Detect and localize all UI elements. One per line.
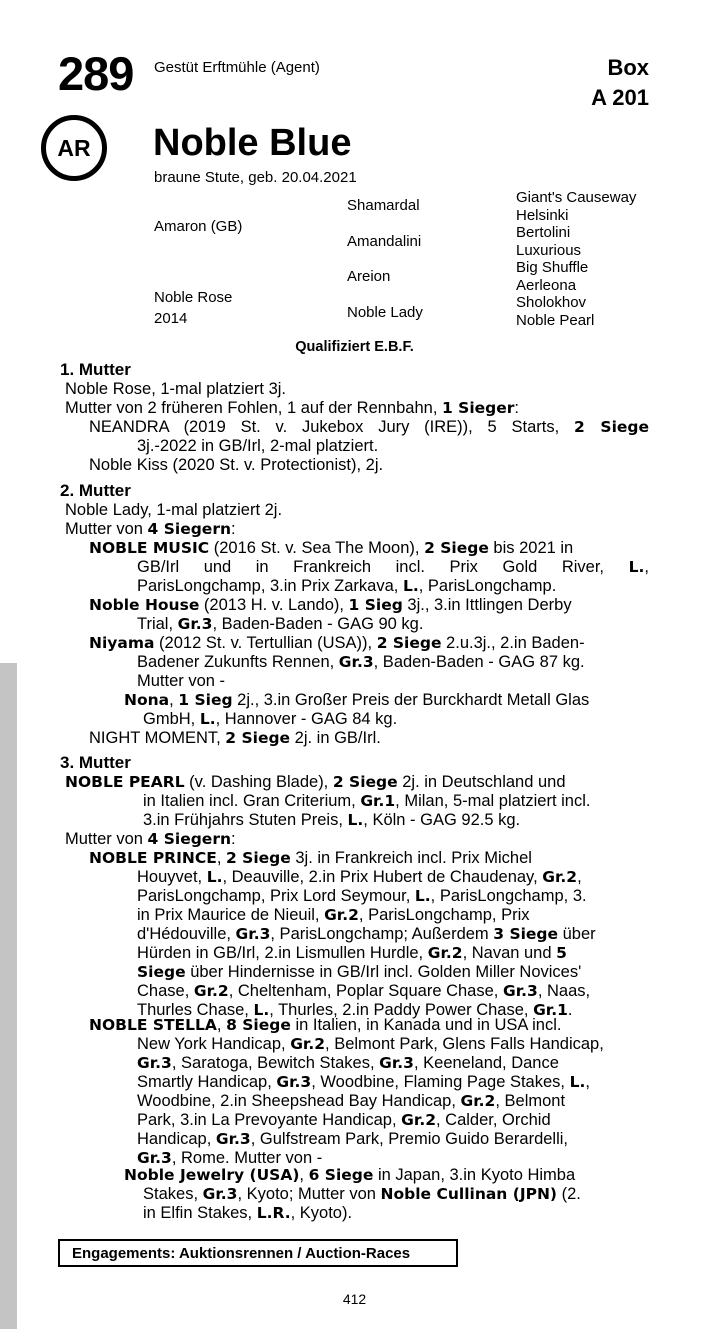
produce-entry: NOBLE STELLA, 8 Siege in Italien, in Kanada und in USA incl. [89,1016,562,1034]
produce-entry: Noble House (2013 H. v. Lando), 1 Sieg 3j., 3.in Ittlingen Derby [89,596,572,614]
pedigree-dam-sire: Areion [347,268,391,285]
dam-record-cont: in Italien incl. Gran Criterium, Gr.1, Milan, 5-mal platziert incl. [143,792,591,810]
produce-entry-cont: Gr.3, Rome. Mutter von - [137,1149,323,1167]
pedigree-g3: Helsinki [516,206,569,224]
pedigree-dam: Noble Rose [154,289,233,306]
produce-entry-cont: Park, 3.in La Prevoyante Handicap, Gr.2, Calder, Orchid [137,1111,551,1129]
qualification: Qualifiziert E.B.F. [295,339,414,355]
produce-entry: NOBLE PRINCE, 2 Siege 3j. in Frankreich incl. Prix Michel [89,849,532,867]
box-number: A 201 [591,85,649,110]
produce-entry-cont: Trial, Gr.3, Baden-Baden - GAG 90 kg. [137,615,424,633]
produce-entry-cont: Badener Zukunfts Rennen, Gr.3, Baden-Baden - GAG 87 kg. [137,653,585,671]
produce-entry-cont: Thurles Chase, L., Thurles, 2.in Paddy Power Chase, Gr.1. [137,1001,573,1019]
pedigree-g3: Big Shuffle [516,259,589,276]
produce-entry-cont: Mutter von - [137,672,226,690]
pedigree-g3: Sholokhov [516,294,587,311]
produce-entry-cont: New York Handicap, Gr.2, Belmont Park, Glens Falls Handicap, [137,1035,604,1053]
pedigree-dam-dam: Noble Lady [347,304,423,321]
produce-entry-cont: Handicap, Gr.3, Gulfstream Park, Premio Guido Berardelli, [137,1130,569,1148]
dam-record: NOBLE PEARL (v. Dashing Blade), 2 Siege 2j. in Deutschland und [65,773,566,791]
produce-entry: NOBLE MUSIC (2016 St. v. Sea The Moon), 2 Siege bis 2021 in [89,539,574,557]
dam-record-cont: 3.in Frühjahrs Stuten Preis, L., Köln - GAG 92.5 kg. [143,811,521,829]
lot-number: 289 [58,47,134,100]
produce-entry: Nona, 1 Sieg 2j., 3.in Großer Preis der Burckhardt Metall Glas [124,691,590,709]
pedigree-sire-dam: Amandalini [347,233,422,250]
box-info [591,53,649,113]
pedigree-g3: Giant's Causeway [516,189,637,206]
pedigree-dam-year: 2014 [154,310,188,327]
produce-entry: Niyama (2012 St. v. Tertullian (USA)), 2 Siege 2.u.3j., 2.in Baden- [89,634,585,652]
produce-entry: Noble Jewelry (USA), 6 Siege in Japan, 3.in Kyoto Himba [124,1166,576,1184]
produce-entry-cont: in Prix Maurice de Nieuil, Gr.2, ParisLongchamp, Prix [137,906,530,924]
produce-summary: Mutter von 4 Siegern: [65,520,236,538]
pedigree-g3: Aerleona [516,276,577,294]
produce-entry-cont: in Elfin Stakes, L.R., Kyoto). [143,1204,353,1222]
produce-entry-cont: Gr.3, Saratoga, Bewitch Stakes, Gr.3, Keeneland, Dance [137,1054,559,1072]
produce-entry-cont: GB/Irl und in Frankreich incl. Prix Gold River, L., [137,558,649,576]
section-heading: 3. Mutter [60,753,131,772]
produce-entry-cont: ParisLongchamp, Prix Lord Seymour, L., ParisLongchamp, 3. [137,887,587,905]
produce-entry-cont: 3j.-2022 in GB/Irl, 2-mal platziert. [137,437,379,455]
produce-entry: NEANDRA (2019 St. v. Jukebox Jury (IRE)), 5 Starts, 2 Siege [89,418,650,436]
produce-summary: Mutter von 2 früheren Fohlen, 1 auf der Rennbahn, 1 Sieger: [65,399,520,417]
horse-description: braune Stute, geb. 20.04.2021 [154,169,357,186]
ar-badge: AR [41,115,107,181]
produce-entry-cont: Woodbine, 2.in Sheepshead Bay Handicap, Gr.2, Belmont [137,1092,566,1110]
produce-entry-cont: Chase, Gr.2, Cheltenham, Poplar Square Chase, Gr.3, Naas, [137,982,591,1000]
produce-entry-cont: Hürden in GB/Irl, 2.in Lismullen Hurdle, Gr.2, Navan und 5 [137,944,567,962]
produce-entry: Noble Kiss (2020 St. v. Protectionist), 2j. [89,456,384,474]
produce-entry-cont: GmbH, L., Hannover - GAG 84 kg. [143,710,398,728]
pedigree-g3: Noble Pearl [516,311,595,329]
agent-name: Gestüt Erftmühle (Agent) [154,59,320,76]
produce-entry-cont: ParisLongchamp, 3.in Prix Zarkava, L., ParisLongchamp. [137,577,557,595]
pedigree-sire-sire: Shamardal [347,197,420,214]
produce-entry-cont: d'Hédouville, Gr.3, ParisLongchamp; Außerdem 3 Siege über [137,925,596,943]
produce-entry-cont: Smartly Handicap, Gr.3, Woodbine, Flaming Page Stakes, L., [137,1073,590,1091]
dam-record: Noble Lady, 1-mal platziert 2j. [65,501,283,519]
horse-name: Noble Blue [153,122,352,164]
pedigree-sire: Amaron (GB) [154,218,243,235]
produce-entry-cont: Houyvet, L., Deauville, 2.in Prix Hubert de Chaudenay, Gr.2, [137,868,582,886]
box-label: Box [607,55,649,80]
pedigree-g3: Bertolini [516,224,571,241]
engagements-box: Engagements: Auktionsrennen / Auction-Races [58,1239,458,1267]
dam-record: Noble Rose, 1-mal platziert 3j. [65,380,287,398]
page-number: 412 [342,1291,367,1307]
section-heading: 1. Mutter [60,360,131,379]
produce-entry: NIGHT MOMENT, 2 Siege 2j. in GB/Irl. [89,729,381,747]
page-edge-bar [0,663,17,1329]
pedigree-g3: Luxurious [516,241,582,259]
produce-entry-cont: Siege über Hindernisse in GB/Irl incl. Golden Miller Novices' [137,963,582,981]
section-heading: 2. Mutter [60,481,131,500]
produce-summary: Mutter von 4 Siegern: [65,830,236,848]
produce-entry-cont: Stakes, Gr.3, Kyoto; Mutter von Noble Cullinan (JPN) (2. [143,1185,581,1203]
